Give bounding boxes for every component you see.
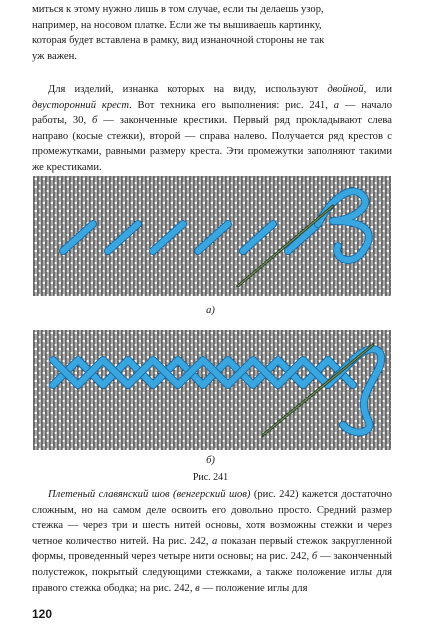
- text-line: миться к этому нужно лишь в том случае, если ты делаешь узор,: [32, 4, 324, 15]
- text-line: уж важен.: [32, 50, 77, 62]
- term-two-sided-cross: двусторонний крест: [32, 99, 130, 111]
- figure-label-b: б): [206, 455, 215, 466]
- text-run: — законченный полустежок, покрытый следующими стежками, а также положение иглы для правого стежка ободка; на рис. 242,: [32, 551, 392, 594]
- text-run: Для изделий, изнанка которых на виду, используют: [48, 84, 328, 95]
- figure-label-a: а): [206, 305, 215, 316]
- top-paragraph: [32, 2, 392, 64]
- letter-a: а: [333, 99, 340, 111]
- text-run: показан первый стежок закругленной формы, проведенный через четыре нити основы; на рис. 242,: [32, 535, 392, 563]
- figure-241b-embroidery: [33, 330, 391, 450]
- term-double-cross: двойной,: [327, 84, 367, 95]
- letter-a: а: [212, 535, 218, 547]
- text-line: которая будет вставлена в рамку, вид изнаночной стороны не так: [32, 35, 325, 47]
- text-line: например, на носовом платке. Если же ты вышиваешь картинку,: [32, 19, 322, 31]
- figure-241a-embroidery: [33, 176, 391, 296]
- page-number: 120: [32, 607, 53, 621]
- letter-v: в: [195, 582, 200, 594]
- text-run: — законченные крестики. Первый ряд прокладывают слева направо (косые стежки), второй — справа налево. Получается ряд крестов с промежутками, равными размеру креста. Эти промежутки заполняют такими же крестиками.: [32, 115, 392, 173]
- figure-caption: Рис. 241: [192, 472, 229, 483]
- text-run: — положение иглы для: [199, 582, 308, 594]
- bottom-paragraph: [32, 487, 392, 596]
- text-run: — начало работы, 30,: [32, 99, 392, 127]
- text-run: . Вот техника его выполнения: рис. 241,: [129, 99, 328, 111]
- letter-b: б: [92, 115, 98, 127]
- text-run: (рис. 242) кажется достаточно сложным, но на самом деле освоить его довольно просто. Средний размер стежка — через три и шесть нитей основы, хотя возможны стежки и через четное количество нитей. На рис. 242,: [32, 489, 392, 547]
- middle-paragraph: [32, 82, 392, 176]
- letter-b: б: [311, 551, 318, 563]
- term-slavic-stitch: Плетеный славянский шов (венгерский шов): [48, 489, 251, 500]
- text-run: или: [366, 84, 392, 95]
- fabric-grid: [33, 330, 391, 450]
